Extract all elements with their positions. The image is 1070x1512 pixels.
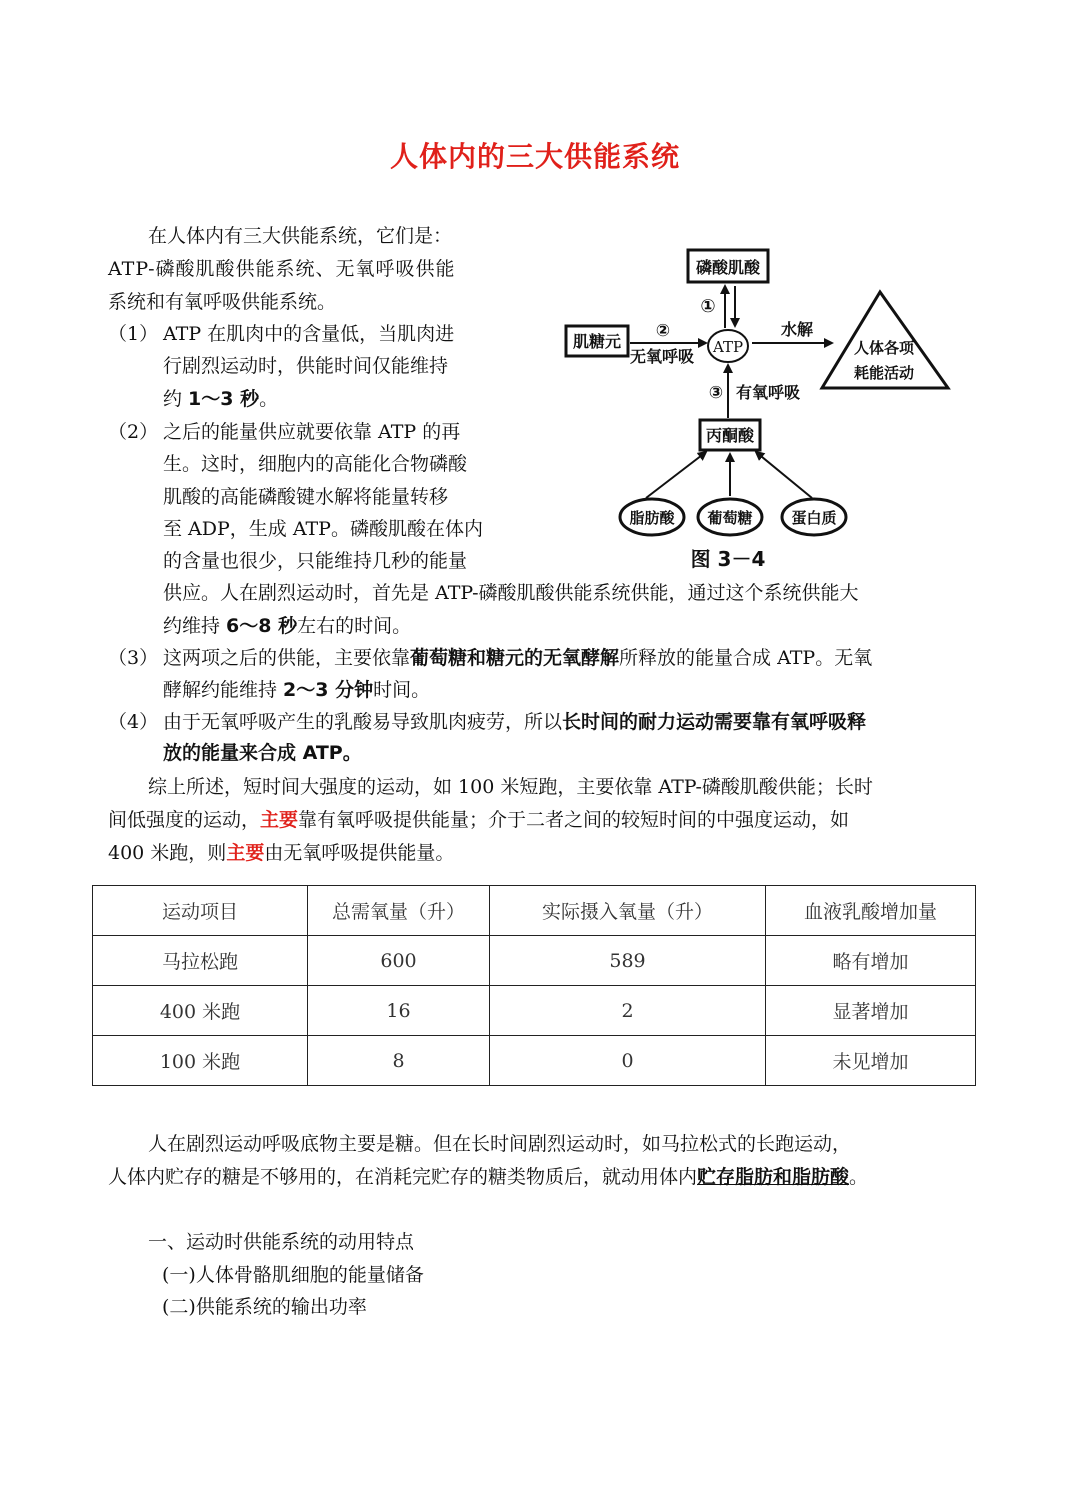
item3-highlight: 葡萄糖和糖元的无氧酵解 — [410, 647, 620, 669]
intro-line-1: 在人体内有三大供能系统，它们是： — [148, 225, 453, 247]
summary-line-3: 400 米跑，则主要由无氧呼吸提供能量。 — [108, 842, 455, 864]
pyruvate-label: 丙酮酸 — [705, 426, 755, 445]
table-cell: 8 — [308, 1036, 490, 1086]
item2-line-7: 约维持 6～8 秒左右的时间。 — [163, 615, 412, 637]
outline-sub-2: (二)供能系统的输出功率 — [162, 1296, 367, 1318]
outline-sub-1: (一)人体骨骼肌细胞的能量储备 — [162, 1264, 424, 1286]
activities-label-1: 人体各项 — [853, 339, 915, 357]
table-cell: 16 — [308, 986, 490, 1036]
item1-line-1: ATP 在肌肉中的含量低，当肌肉进 — [163, 323, 455, 345]
summary-line-2: 间低强度的运动，主要靠有氧呼吸提供能量；介于二者之间的较短时间的中强度运动，如 — [108, 809, 850, 831]
summary-emphasis-2: 主要 — [226, 842, 265, 864]
item2-line-1: 之后的能量供应就要依靠 ATP 的再 — [163, 421, 461, 443]
table-header: 运动项目 — [93, 886, 308, 936]
item4-line-1: 由于无氧呼吸产生的乳酸易导致肌肉疲劳，所以长时间的耐力运动需要靠有氧呼吸释 — [163, 711, 867, 733]
table-cell: 2 — [490, 986, 766, 1036]
page-title: 人体内的三大供能系统 — [389, 140, 680, 173]
table-cell: 未见增加 — [766, 1036, 976, 1086]
outline-heading: 一、运动时供能系统的动用特点 — [148, 1231, 415, 1253]
table-cell: 马拉松跑 — [93, 936, 308, 986]
activities-label-2: 耗能活动 — [853, 364, 915, 382]
item2-highlight: 6～8 秒 — [226, 615, 298, 637]
fatty-acid-label: 脂肪酸 — [629, 509, 675, 527]
item2-line-5: 的含量也很少，只能维持几秒的能量 — [163, 550, 468, 572]
item4-line-2: 放的能量来合成 ATP。 — [163, 742, 362, 764]
summary-line-1: 综上所述，短时间大强度的运动，如 100 米短跑，主要依靠 ATP-磷酸肌酸供能；长时 — [148, 776, 873, 798]
glycogen-label: 肌糖元 — [572, 332, 622, 351]
table-cell: 100 米跑 — [93, 1036, 308, 1086]
arrow-fatty-acid-to-pyruvate — [646, 452, 706, 498]
atp-label: ATP — [712, 338, 744, 356]
mark-3: ③ — [708, 383, 724, 403]
item1-line-2: 行剧烈运动时，供能时间仅能维持 — [163, 355, 449, 377]
item3-line-1: 这两项之后的供能，主要依靠葡萄糖和糖元的无氧酵解所释放的能量合成 ATP。无氧 — [163, 647, 873, 669]
para2-highlight: 贮存脂肪和脂肪酸 — [697, 1166, 850, 1188]
table-cell: 显著增加 — [766, 986, 976, 1036]
item2-line-3: 肌酸的高能磷酸键水解将能量转移 — [163, 486, 449, 508]
glucose-label: 葡萄糖 — [707, 509, 753, 527]
table-row — [93, 986, 976, 1036]
table-cell: 400 米跑 — [93, 986, 308, 1036]
table-cell: 600 — [308, 936, 490, 986]
creatine-phosphate-label: 磷酸肌酸 — [695, 258, 761, 277]
energy-system-diagram — [560, 240, 970, 580]
table-cell: 略有增加 — [766, 936, 976, 986]
item3-line-2: 酵解约能维持 2～3 分钟时间。 — [163, 679, 431, 701]
anaerobic-label: 无氧呼吸 — [629, 347, 695, 366]
item3-number: （3） — [108, 647, 159, 669]
arrow-protein-to-pyruvate — [756, 452, 812, 498]
item2-number: （2） — [108, 421, 159, 443]
table-header: 总需氧量（升） — [308, 886, 490, 936]
para2-line-1: 人在剧烈运动呼吸底物主要是糖。但在长时间剧烈运动时，如马拉松式的长跑运动， — [148, 1133, 852, 1155]
item4-highlight: 长时间的耐力运动需要靠有氧呼吸释 — [562, 711, 867, 733]
hydrolysis-label: 水解 — [780, 320, 814, 339]
figure-caption: 图 3－4 — [690, 547, 766, 571]
mark-2: ② — [655, 321, 671, 341]
table-row — [93, 936, 976, 986]
item3-highlight-2: 2～3 分钟 — [283, 679, 374, 701]
table-header: 实际摄入氧量（升） — [490, 886, 766, 936]
item2-line-2: 生。这时，细胞内的高能化合物磷酸 — [163, 453, 468, 475]
protein-label: 蛋白质 — [791, 509, 837, 527]
table-row — [93, 1036, 976, 1086]
item1-number: （1） — [108, 323, 159, 345]
item1-line-3: 约 1～3 秒。 — [163, 388, 279, 410]
table-header: 血液乳酸增加量 — [766, 886, 976, 936]
table-cell: 589 — [490, 936, 766, 986]
item1-highlight: 1～3 秒 — [188, 388, 260, 410]
mark-1: ① — [700, 296, 716, 317]
intro-line-3: 系统和有氧呼吸供能系统。 — [108, 291, 337, 313]
intro-line-2: ATP-磷酸肌酸供能系统、无氧呼吸供能 — [108, 258, 456, 280]
aerobic-label: 有氧呼吸 — [735, 383, 801, 402]
summary-emphasis-1: 主要 — [260, 809, 299, 831]
table-header-row — [93, 886, 976, 936]
item2-line-4: 至 ADP，生成 ATP。磷酸肌酸在体内 — [163, 518, 483, 540]
item4-number: （4） — [108, 711, 159, 733]
para2-line-2: 人体内贮存的糖是不够用的，在消耗完贮存的糖类物质后，就动用体内贮存脂肪和脂肪酸。 — [108, 1166, 869, 1188]
item2-line-6: 供应。人在剧烈运动时，首先是 ATP-磷酸肌酸供能系统供能，通过这个系统供能大 — [163, 582, 859, 604]
table-cell: 0 — [490, 1036, 766, 1086]
data-table — [92, 885, 976, 1086]
